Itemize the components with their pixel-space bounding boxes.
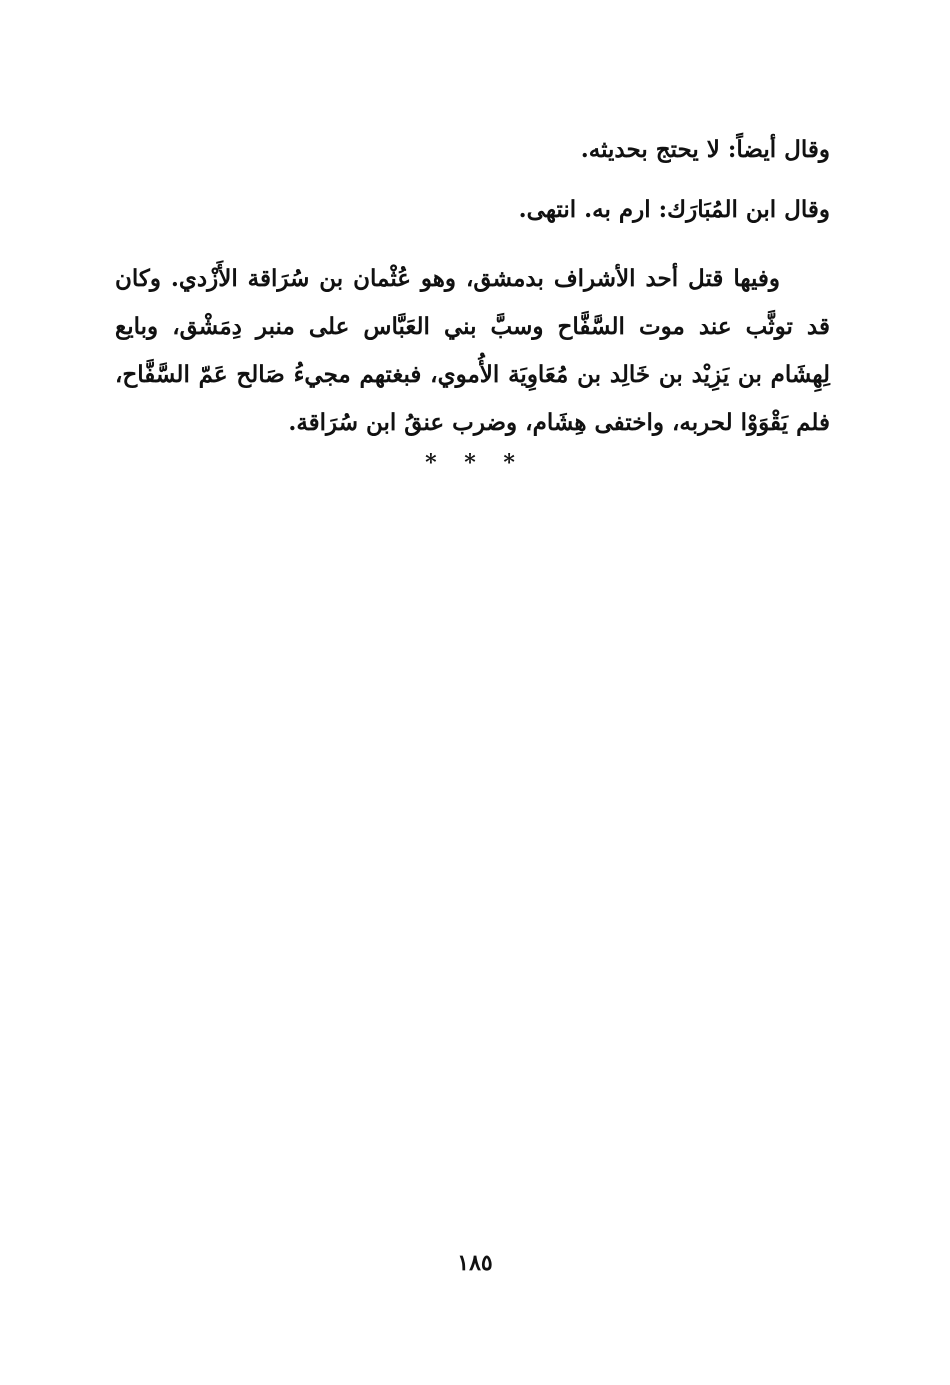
text-line: وقال أيضاً: لا يحتج بحديثه. (580, 136, 830, 163)
paragraph-text: وفيها قتل أحد الأشراف بدمشق، وهو عُثْمان بن سُرَاقة الأَزْدي. وكان قد توثَّب عند موت السَّفَّاح وسبَّ بني العَبَّاس على منبر دِمَشْق، وبايع لِهِشَام بن يَزِيْد بن خَالِد بن مُعَاوِيَة الأُموي، فبغتهم مجيءُ صَالح عَمّ السَّفَّاح، فلم يَقْوَوْا لحربه، واختفى هِشَام، وضرب عنقُ ابن سُرَاقة. (115, 265, 830, 436)
section-separator: * * * (425, 450, 525, 476)
text-line: وقال ابن المُبَارَك: ارم به. انتهى. (518, 196, 830, 223)
body-paragraph (115, 255, 830, 447)
page-number: ١٨٥ (457, 1250, 493, 1276)
